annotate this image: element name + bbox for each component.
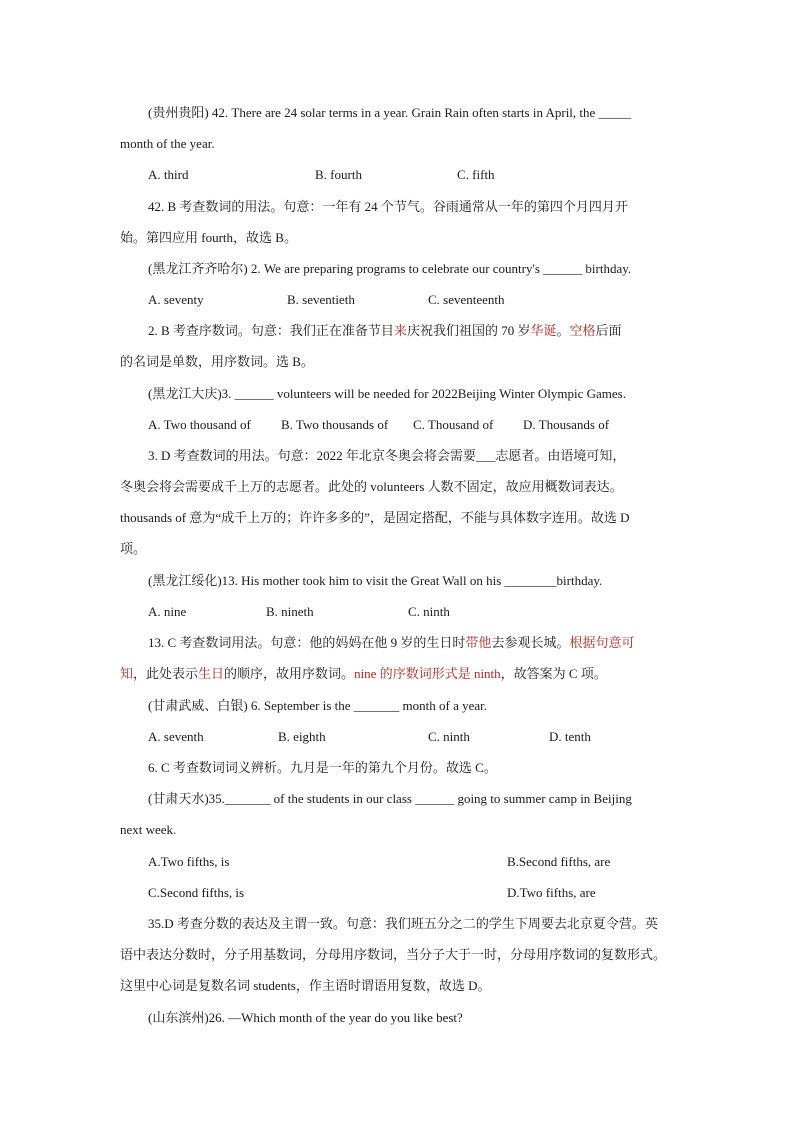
answer-2-line1 xyxy=(148,322,622,340)
answer-text: ，此处表示 xyxy=(133,666,199,681)
answer-text: 13. C 考查数词用法。句意：他的妈妈在他 9 岁的生日时 xyxy=(148,635,466,650)
answer-3-line1: 3. D 考查数词的用法。句意：2022 年北京冬奥会将会需要___志愿者。由语境可知， xyxy=(148,448,626,463)
question-26-line1: (山东滨州)26. —Which month of the year do you like best? xyxy=(148,1010,463,1025)
question-3-line1: (黑龙江大庆)3. ______ volunteers will be needed for 2022Beijing Winter Olympic Games. xyxy=(148,386,626,401)
answer-35-line1: 35.D 考查分数的表达及主谓一致。句意：我们班五分之二的学生下周要去北京夏令营。英 xyxy=(148,916,658,931)
option-d: D. Thousands of xyxy=(523,417,610,432)
answer-35-line2: 语中表达分数时，分子用基数词，分母用序数词，当分子大于一时，分母用序数词的复数形式。 xyxy=(120,947,667,962)
answer-2-line2: 的名词是单数，用序数词。选 B。 xyxy=(120,354,314,369)
option-c: C. seventeenth xyxy=(428,292,505,307)
question-35-line1: (甘肃天水)35._______ of the students in our class ______ going to summer camp in Beijing xyxy=(148,791,632,806)
question-6-line1: (甘肃武威、白银) 6. September is the _______ month of a year. xyxy=(148,698,488,713)
question-2-line1: (黑龙江齐齐哈尔) 2. We are preparing programs to celebrate our country's ______ birthday. xyxy=(148,261,632,276)
option-b: B. Two thousands of xyxy=(281,417,389,432)
question-35-line2: next week. xyxy=(120,822,177,837)
highlight-text: 空格 xyxy=(569,323,596,338)
question-13-line1: (黑龙江绥化)13. His mother took him to visit the Great Wall on his ________birthday. xyxy=(148,573,603,588)
option-b: B. fourth xyxy=(315,167,362,182)
option-b: B. nineth xyxy=(266,604,314,619)
option-a: A. seventy xyxy=(148,292,204,307)
answer-42-line2: 始。第四应用 fourth，故选 B。 xyxy=(120,230,297,245)
highlight-text: 来 xyxy=(393,323,407,338)
highlight-text: 知 xyxy=(120,666,134,681)
option-a: A. third xyxy=(148,167,189,182)
option-c: C. Thousand of xyxy=(413,417,494,432)
option-b: B.Second fifths, are xyxy=(507,854,611,869)
answer-42-line1: 42. B 考查数词的用法。句意：一年有 24 个节气。谷雨通常从一年的第四个月四月开 xyxy=(148,199,628,214)
answer-3-line2: 冬奥会将会需要成千上万的志愿者。此处的 volunteers 人数不固定，故应用概数词表达。 xyxy=(120,479,623,494)
option-b: B. eighth xyxy=(278,729,326,744)
highlight-text: nine 的序数词形式是 ninth xyxy=(354,666,501,681)
answer-text: 后面 xyxy=(595,323,622,338)
option-a: A. nine xyxy=(148,604,187,619)
question-42-line1: (贵州贵阳) 42. There are 24 solar terms in a year. Grain Rain often starts in April, the _____ xyxy=(148,105,632,120)
answer-text: 庆祝我们祖国的 70 岁 xyxy=(406,323,531,338)
option-b: B. seventieth xyxy=(287,292,355,307)
answer-3-line4: 项。 xyxy=(120,541,147,556)
option-c: C. ninth xyxy=(408,604,450,619)
highlight-text: 生日 xyxy=(198,666,225,681)
option-a: A. seventh xyxy=(148,729,204,744)
option-d: D. tenth xyxy=(549,729,591,744)
answer-3-line3: thousands of 意为“成千上万的；许许多多的”，是固定搭配，不能与具体数字连用。故选 D xyxy=(120,510,630,525)
answer-6-line1: 6. C 考查数词词义辨析。九月是一年的第九个月份。故选 C。 xyxy=(148,760,497,775)
question-42-line2: month of the year. xyxy=(120,136,215,151)
highlight-text: 带他 xyxy=(465,635,492,650)
answer-13-line1 xyxy=(148,634,634,652)
option-c: C. fifth xyxy=(457,167,495,182)
option-a: A.Two fifths, is xyxy=(148,854,230,869)
answer-text: 2. B 考查序数词。句意：我们正在准备节目 xyxy=(148,323,394,338)
answer-13-line2 xyxy=(120,665,607,683)
option-d: D.Two fifths, are xyxy=(507,885,596,900)
highlight-text: 根据句意可 xyxy=(569,635,635,650)
highlight-text: 华诞 xyxy=(530,323,557,338)
option-c: C. ninth xyxy=(428,729,470,744)
option-a: A. Two thousand of xyxy=(148,417,251,432)
answer-35-line3: 这里中心词是复数名词 students，作主语时谓语用复数，故选 D。 xyxy=(120,978,491,993)
answer-text: 去参观长城。 xyxy=(491,635,570,650)
answer-text: 的顺序，故用序数词。 xyxy=(224,666,355,681)
option-c: C.Second fifths, is xyxy=(148,885,245,900)
answer-text: 。 xyxy=(556,323,570,338)
answer-text: ，故答案为 C 项。 xyxy=(500,666,607,681)
